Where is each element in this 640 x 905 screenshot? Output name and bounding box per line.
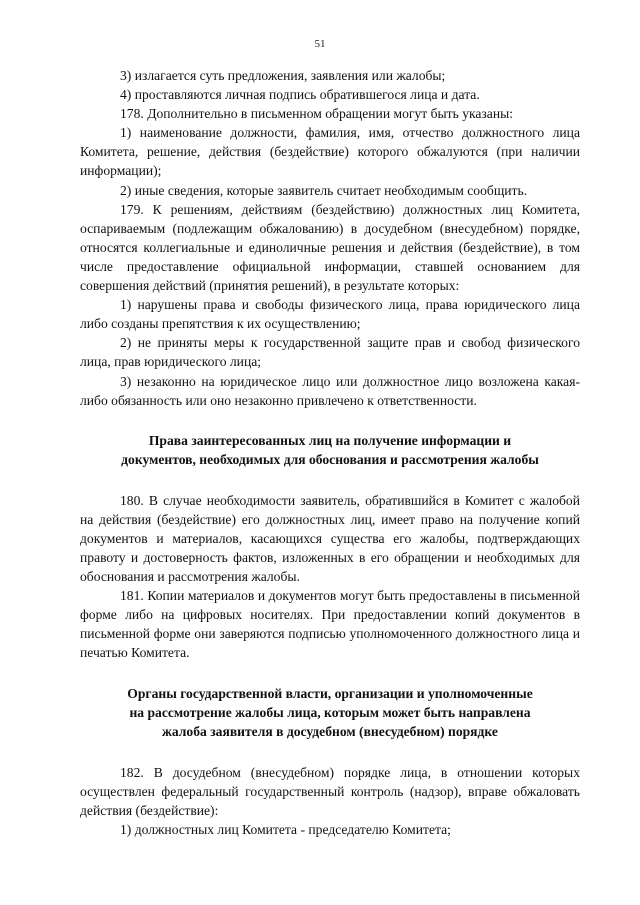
paragraph: 181. Копии материалов и документов могут быть предоставлены в письменной форме либо на цифровых носителях. При предоставлении копий документов в письменной форме они заверяются подписью уполномоченного должностного лица и печатью Комитета. [80, 588, 580, 661]
paragraph: 1) должностных лиц Комитета - председателю Комитета; [120, 821, 451, 837]
paragraph: 3) незаконно на юридическое лицо или должностное лицо возложена какая-либо обязанность или оно незаконно привлечено к ответственности. [80, 373, 580, 408]
section-rights [80, 491, 580, 663]
section-authorities [80, 763, 580, 839]
paragraph: 178. Дополнительно в письменном обращении могут быть указаны: [120, 106, 514, 122]
section-complaint-content [80, 66, 580, 410]
page-number: 51 [314, 38, 326, 50]
paragraph: 3) излагается суть предложения, заявления или жалобы; [120, 68, 446, 83]
paragraph: 179. К решениям, действиям (бездействию) должностных лиц Комитета, оспариваемым (подлежащим обжалованию) в досудебном (внесудебном) порядке, относятся коллегиальные и единоличные решения и действия (бездействие), в том числе предоставление официальной информации, ставшей основанием для совершения действий (принятия решений), в результате которых: [80, 201, 580, 294]
heading-line: Права заинтересованных лиц на получение информации и [148, 432, 512, 448]
paragraph: 2) не приняты меры к государственной защите прав и свобод физического лица, прав юридического лица; [80, 335, 580, 370]
heading-line: Органы государственной власти, организации и уполномоченные [127, 685, 533, 701]
paragraph: 182. В досудебном (внесудебном) порядке лица, в отношении которых осуществлен федеральный государственный контроль (надзор), вправе обжаловать действия (бездействие): [80, 764, 580, 818]
heading-line: на рассмотрение жалобы лица, которым может быть направлена [129, 704, 531, 720]
paragraph: 180. В случае необходимости заявитель, обратившийся в Комитет с жалобой на действия (бездействие) его должностных лиц, имеет право на получение копий документов и материалов, касающихся существа его жалобы, подтверждающих правоту и достоверность фактов, изложенных в его обращении и необходимых для обоснования и рассмотрения жалобы. [80, 492, 580, 585]
paragraph: 4) проставляются личная подпись обратившегося лица и дата. [120, 87, 480, 103]
heading-line: документов, необходимых для обоснования и рассмотрения жалобы [121, 451, 539, 467]
section-heading-authorities [80, 684, 580, 741]
section-heading-rights [80, 431, 580, 469]
paragraph: 1) нарушены права и свободы физического лица, права юридического лица либо созданы препятствия к их осуществлению; [80, 297, 580, 332]
paragraph: 2) иные сведения, которые заявитель считает необходимым сообщить. [120, 182, 528, 198]
paragraph: 1) наименование должности, фамилия, имя, отчество должностного лица Комитета, решение, действия (бездействие) которого обжалуются (при наличии информации); [80, 125, 580, 179]
heading-line: жалоба заявителя в досудебном (внесудебном) порядке [162, 723, 498, 739]
page-content [80, 66, 580, 839]
